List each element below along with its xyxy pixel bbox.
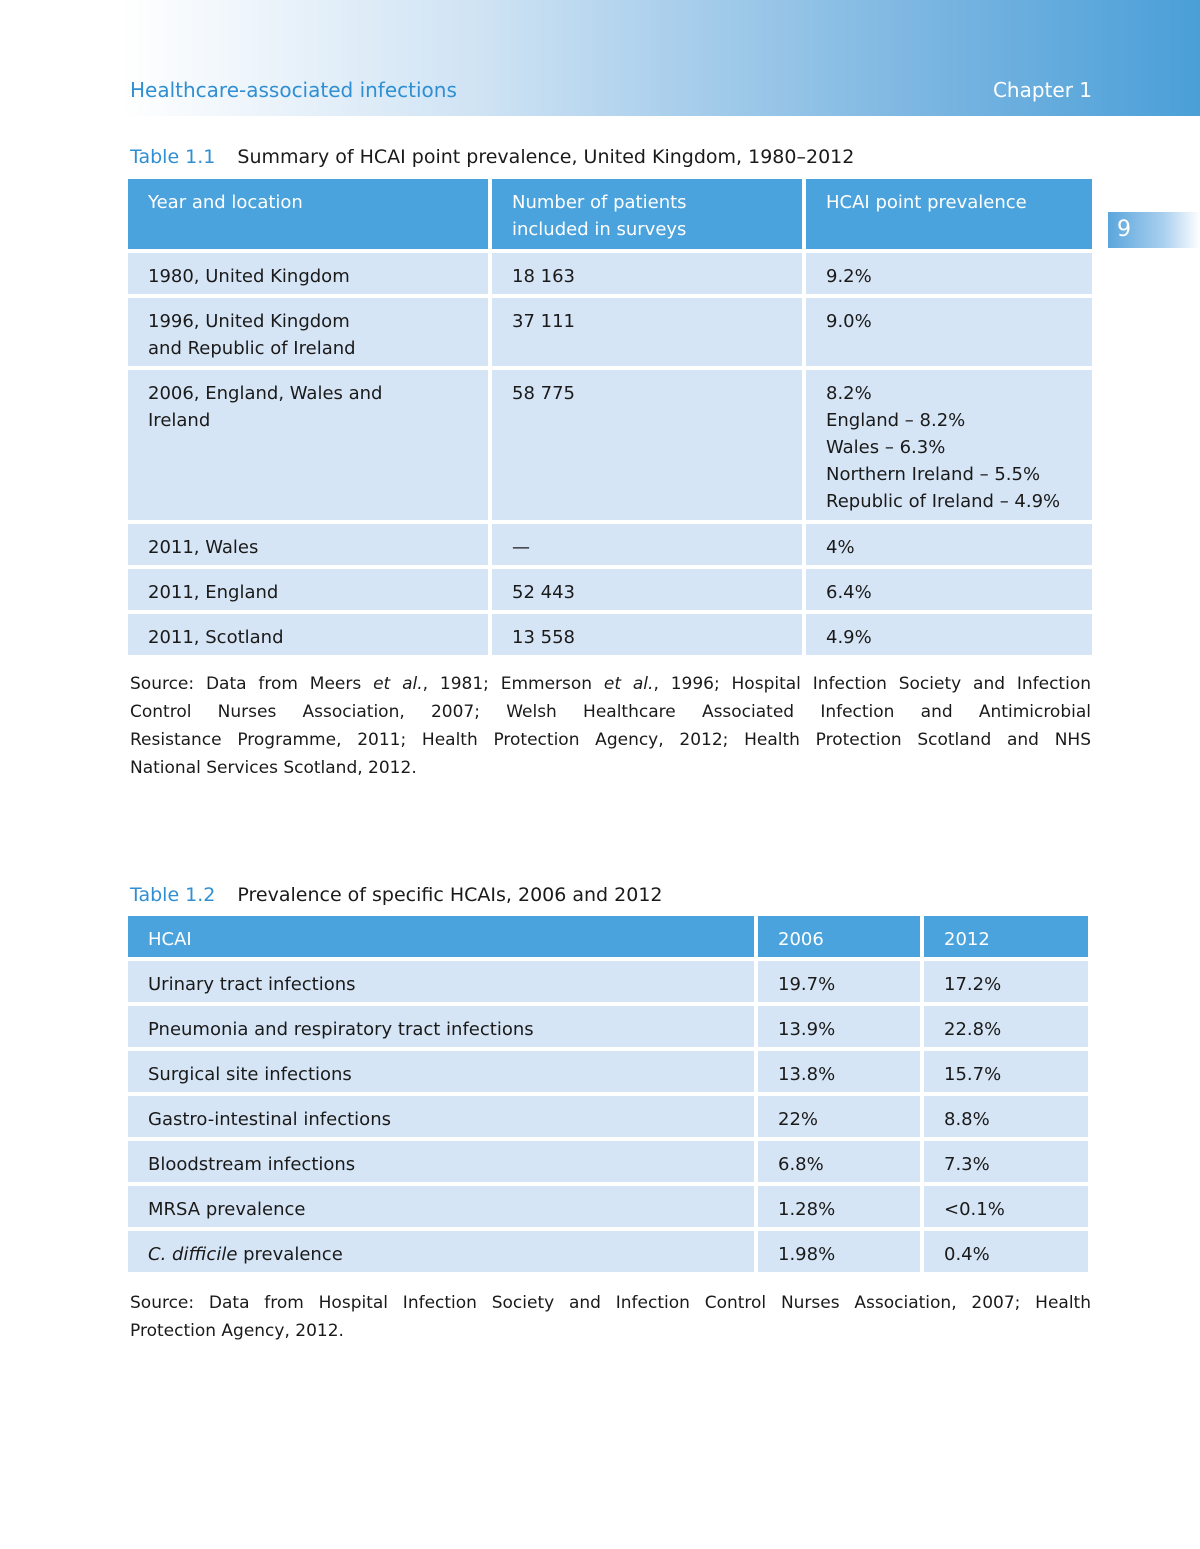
cell-text: Republic of Ireland – 4.9%	[826, 491, 1061, 512]
table2-header-2006	[758, 916, 920, 957]
table-row	[128, 370, 1092, 520]
table1-header-patients	[492, 179, 802, 249]
header-text: 2012	[944, 929, 990, 950]
prevalence-cell	[806, 569, 1092, 610]
cell-text: 7.3%	[944, 1154, 990, 1175]
value-2012-cell	[924, 1006, 1088, 1047]
source-line	[130, 670, 1091, 698]
source-line: Source: Data from Hospital Infection Society and Infection Control Nurses Association, 2007; Health	[130, 1293, 1091, 1313]
cell-text: and Republic of Ireland	[148, 338, 356, 359]
cell-text: 6.8%	[778, 1154, 824, 1175]
cell-text: 4.9%	[826, 627, 872, 648]
value-2006-cell	[758, 1231, 920, 1272]
source-text: Source: Data from Meers	[130, 674, 374, 694]
table1-title: Summary of HCAI point prevalence, United Kingdom, 1980–2012	[237, 146, 855, 168]
cell-text: 19.7%	[778, 974, 836, 995]
location-cell	[128, 298, 488, 366]
cell-text: <0.1%	[944, 1199, 1005, 1220]
location-cell	[128, 370, 488, 520]
cell-text: 22%	[778, 1109, 819, 1130]
table2-source	[130, 1289, 1091, 1345]
cell-text: 13.9%	[778, 1019, 836, 1040]
cell-text: 17.2%	[944, 974, 1002, 995]
location-cell	[128, 614, 488, 655]
table2-header-row	[128, 916, 1088, 957]
cell-text: 8.8%	[944, 1109, 990, 1130]
source-line: Control Nurses Association, 2007; Welsh Healthcare Associated Infection and Antimicrobial	[130, 702, 1091, 722]
hcai-cell	[128, 1096, 754, 1137]
table1-header-prevalence	[806, 179, 1092, 249]
hcai-cell	[128, 1051, 754, 1092]
source-text: et al.	[373, 674, 423, 694]
cell-text: prevalence	[237, 1244, 343, 1265]
value-2012-cell	[924, 1141, 1088, 1182]
hcai-cell	[128, 1141, 754, 1182]
cell-text: 58 775	[512, 383, 575, 404]
patients-cell	[492, 614, 802, 655]
table-row	[128, 1006, 1088, 1047]
cell-text: 37 111	[512, 311, 575, 332]
page-number: 9	[1117, 217, 1131, 242]
location-cell	[128, 569, 488, 610]
table-row	[128, 1231, 1088, 1272]
table2-label: Table 1.2	[130, 884, 216, 906]
cell-text: MRSA prevalence	[148, 1199, 306, 1220]
prevalence-cell	[806, 253, 1092, 294]
value-2006-cell	[758, 1006, 920, 1047]
header-text: HCAI point prevalence	[826, 192, 1027, 213]
header-text: 2006	[778, 929, 824, 950]
cell-text: 0.4%	[944, 1244, 990, 1265]
table1-header-location	[128, 179, 488, 249]
cell-text: Gastro-intestinal infections	[148, 1109, 391, 1130]
patients-cell	[492, 298, 802, 366]
cell-text: 2011, England	[148, 582, 279, 603]
table1-source	[130, 670, 1091, 782]
table2	[128, 916, 1088, 1276]
table-row	[128, 524, 1092, 565]
location-cell	[128, 253, 488, 294]
table1-caption	[130, 146, 854, 168]
header-text: HCAI	[148, 929, 192, 950]
cell-text: 22.8%	[944, 1019, 1002, 1040]
source-text: , 1996; Hospital Infection Society and Infection	[653, 674, 1091, 694]
table-row	[128, 1186, 1088, 1227]
cell-text: 1996, United Kingdom	[148, 311, 350, 332]
cell-text: Surgical site infections	[148, 1064, 352, 1085]
table1-label: Table 1.1	[130, 146, 216, 168]
table-row	[128, 1051, 1088, 1092]
table-row	[128, 569, 1092, 610]
table-row	[128, 298, 1092, 366]
value-2012-cell	[924, 1051, 1088, 1092]
table1	[128, 179, 1092, 659]
source-line: Resistance Programme, 2011; Health Protection Agency, 2012; Health Protection Scotland and NHS	[130, 730, 1091, 750]
patients-cell	[492, 370, 802, 520]
patients-cell	[492, 569, 802, 610]
hcai-cell	[128, 961, 754, 1002]
header-text: included in surveys	[512, 219, 687, 240]
table-row	[128, 614, 1092, 655]
cell-text: 1.28%	[778, 1199, 836, 1220]
value-2012-cell	[924, 1186, 1088, 1227]
cell-text: 2006, England, Wales and	[148, 383, 383, 404]
value-2006-cell	[758, 1141, 920, 1182]
source-text: et al.	[603, 674, 654, 694]
header-text: Number of patients	[512, 192, 687, 213]
table-row	[128, 253, 1092, 294]
table1-header-row	[128, 179, 1092, 249]
cell-text: 6.4%	[826, 582, 872, 603]
cell-text: 9.0%	[826, 311, 872, 332]
value-2006-cell	[758, 1186, 920, 1227]
hcai-cell	[128, 1006, 754, 1047]
cell-text: —	[512, 537, 530, 558]
cell-text: Pneumonia and respiratory tract infections	[148, 1019, 534, 1040]
value-2006-cell	[758, 1096, 920, 1137]
value-2012-cell	[924, 961, 1088, 1002]
cell-text: 18 163	[512, 266, 575, 287]
cell-text: Bloodstream infections	[148, 1154, 356, 1175]
cell-text: 9.2%	[826, 266, 872, 287]
table-row	[128, 1141, 1088, 1182]
cell-text: Northern Ireland – 5.5%	[826, 464, 1041, 485]
cell-text: 2011, Wales	[148, 537, 259, 558]
table2-header-2012	[924, 916, 1088, 957]
value-2012-cell	[924, 1231, 1088, 1272]
source-line: National Services Scotland, 2012.	[130, 758, 417, 778]
source-line: Protection Agency, 2012.	[130, 1321, 344, 1341]
prevalence-cell	[806, 370, 1092, 520]
patients-cell	[492, 524, 802, 565]
cell-text: Urinary tract infections	[148, 974, 356, 995]
cell-text: 8.2%	[826, 383, 872, 404]
location-cell	[128, 524, 488, 565]
hcai-cell	[128, 1231, 754, 1272]
value-2006-cell	[758, 961, 920, 1002]
cell-text: England – 8.2%	[826, 410, 966, 431]
table-row	[128, 961, 1088, 1002]
value-2012-cell	[924, 1096, 1088, 1137]
cell-text: 13.8%	[778, 1064, 836, 1085]
cell-text: 2011, Scotland	[148, 627, 284, 648]
cell-text: 1.98%	[778, 1244, 836, 1265]
prevalence-cell	[806, 614, 1092, 655]
hcai-cell	[128, 1186, 754, 1227]
table2-title: Prevalence of specific HCAIs, 2006 and 2012	[237, 884, 663, 906]
cell-text: 13 558	[512, 627, 575, 648]
value-2006-cell	[758, 1051, 920, 1092]
table2-caption	[130, 884, 663, 906]
cell-text: C. difficile	[148, 1244, 238, 1265]
source-text: , 1981; Emmerson	[422, 674, 604, 694]
patients-cell	[492, 253, 802, 294]
cell-text: 1980, United Kingdom	[148, 266, 350, 287]
cell-text: Ireland	[148, 410, 211, 431]
prevalence-cell	[806, 524, 1092, 565]
cell-text: 15.7%	[944, 1064, 1002, 1085]
cell-text: 52 443	[512, 582, 575, 603]
table-row	[128, 1096, 1088, 1137]
chapter-label: Chapter 1	[992, 78, 1092, 102]
running-title: Healthcare-associated infections	[130, 78, 457, 102]
prevalence-cell	[806, 298, 1092, 366]
cell-text: Wales – 6.3%	[826, 437, 946, 458]
header-text: Year and location	[148, 192, 303, 213]
cell-text: 4%	[826, 537, 855, 558]
table2-header-hcai	[128, 916, 754, 957]
